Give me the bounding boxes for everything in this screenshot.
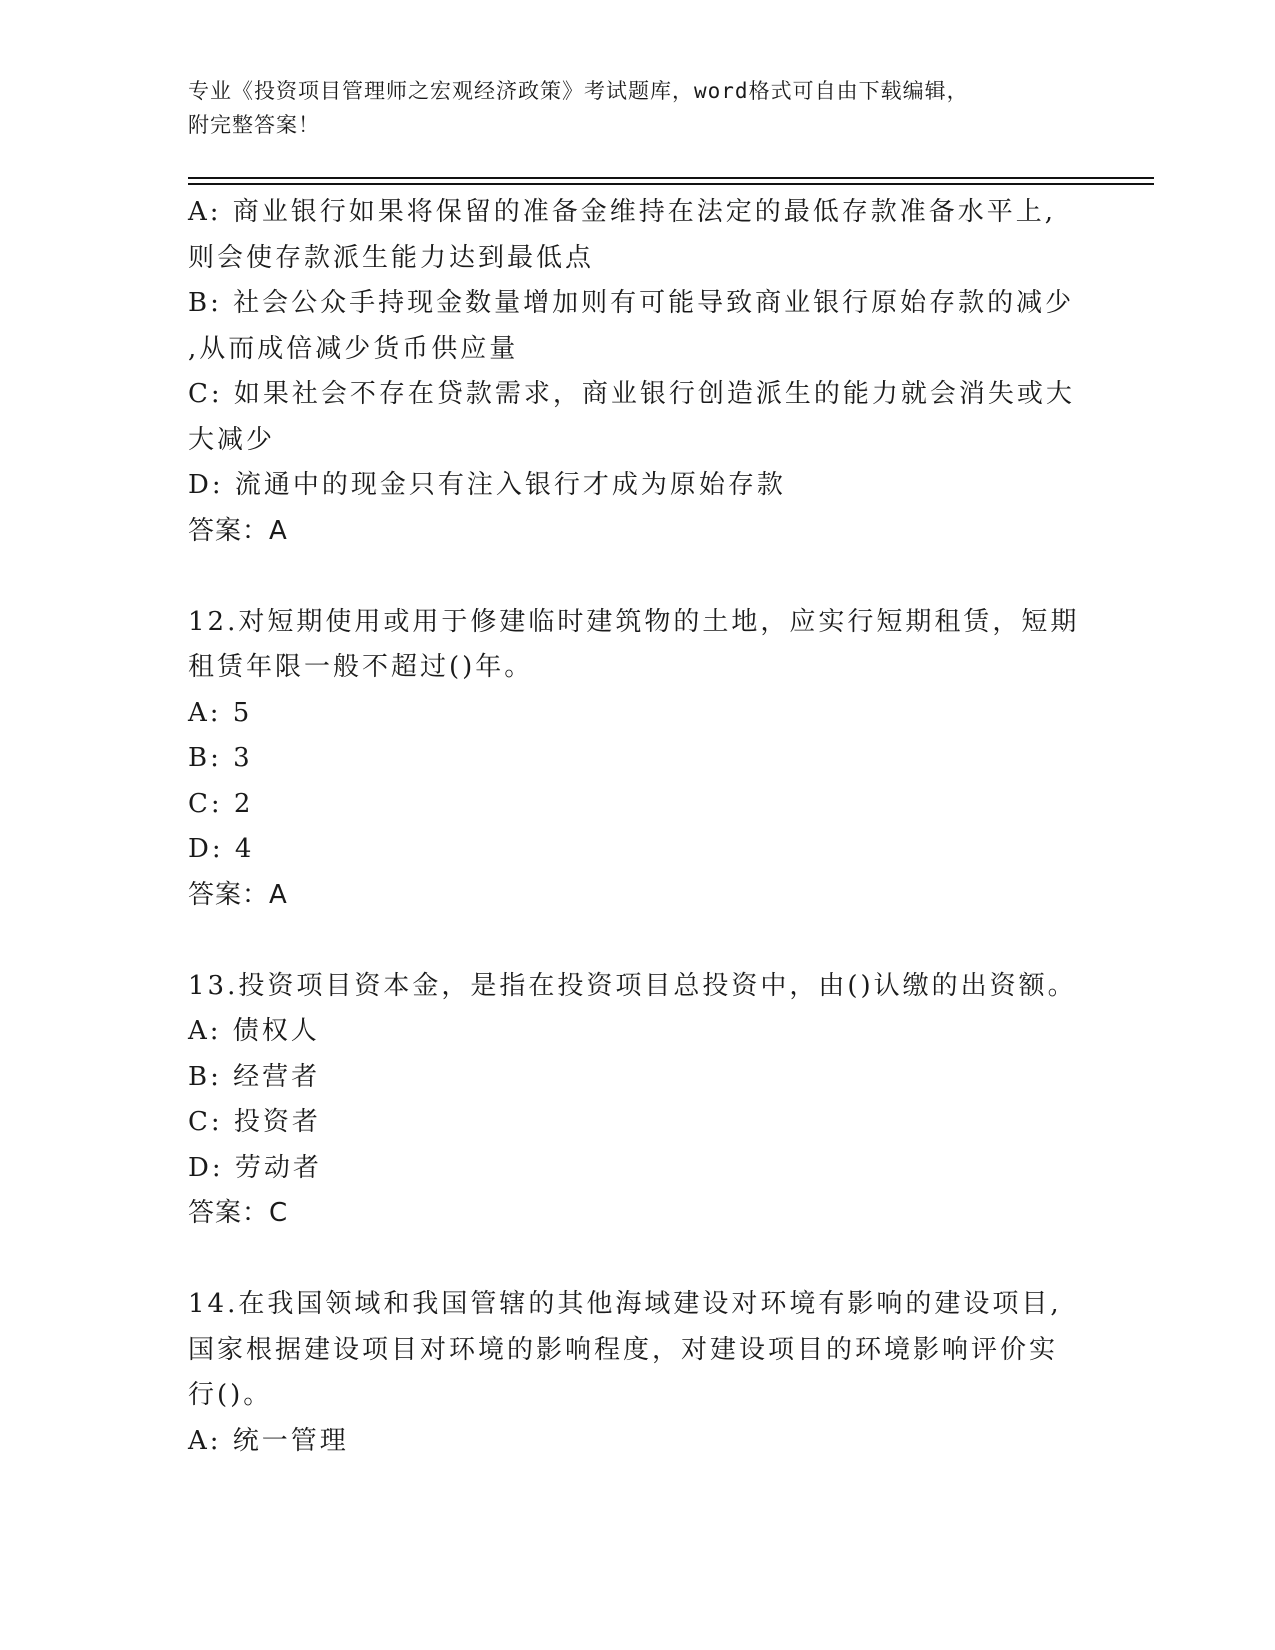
question-list (188, 190, 1088, 1464)
answer: 答案：A (188, 879, 288, 910)
option-a-line-1: A: 商业银行如果将保留的准备金维持在法定的最低存款准备水平上, (188, 197, 1057, 227)
option-c: C: 2 (188, 788, 254, 819)
question-stem-line-1: 13.投资项目资本金，是指在投资项目总投资中，由()认缴的出资额。 (188, 970, 1077, 1001)
question-14 (188, 1282, 1088, 1464)
question-13 (188, 964, 1088, 1237)
question-stem-line-2: 国家根据建设项目对环境的影响程度，对建设项目的环境影响评价实 (188, 1334, 1059, 1365)
question-11 (188, 190, 1088, 554)
option-a: A: 债权人 (188, 1016, 320, 1046)
header-divider-top (188, 177, 1154, 179)
header-divider-bottom (188, 183, 1154, 185)
answer: 答案：C (188, 1198, 289, 1228)
option-a: A: 统一管理 (188, 1425, 349, 1456)
spacer (188, 918, 1088, 964)
document-header (188, 74, 1088, 142)
option-d: D: 4 (188, 834, 255, 864)
option-c-line-2: 大减少 (188, 424, 276, 455)
option-b-line-2: ,从而成倍减少货币供应量 (188, 333, 519, 364)
option-a-line-2: 则会使存款派生能力达到最低点 (188, 242, 595, 273)
spacer (188, 1237, 1088, 1283)
question-stem-line-1: 12.对短期使用或用于修建临时建筑物的土地，应实行短期租赁，短期 (188, 606, 1080, 637)
option-b-line-1: B: 社会公众手持现金数量增加则有可能导致商业银行原始存款的减少 (188, 288, 1075, 318)
option-d: D: 流通中的现金只有注入银行才成为原始存款 (188, 470, 786, 500)
header-line-2: 附完整答案！ (188, 113, 320, 137)
answer: 答案：A (188, 515, 288, 546)
option-c-line-1: C: 如果社会不存在贷款需求，商业银行创造派生的能力就会消失或大 (188, 379, 1075, 409)
question-12 (188, 600, 1088, 919)
header-line-1: 专业《投资项目管理师之宏观经济政策》考试题库，word格式可自由下载编辑， (188, 79, 969, 103)
spacer (188, 554, 1088, 600)
option-a: A: 5 (188, 697, 253, 728)
option-c: C: 投资者 (188, 1107, 321, 1137)
option-b: B: 3 (188, 743, 253, 773)
option-d: D: 劳动者 (188, 1152, 322, 1183)
question-stem-line-1: 14.在我国领域和我国管辖的其他海域建设对环境有影响的建设项目, (188, 1289, 1062, 1319)
question-stem-line-2: 租赁年限一般不超过()年。 (188, 652, 534, 682)
question-stem-line-3: 行()。 (188, 1380, 273, 1410)
option-b: B: 经营者 (188, 1061, 321, 1092)
